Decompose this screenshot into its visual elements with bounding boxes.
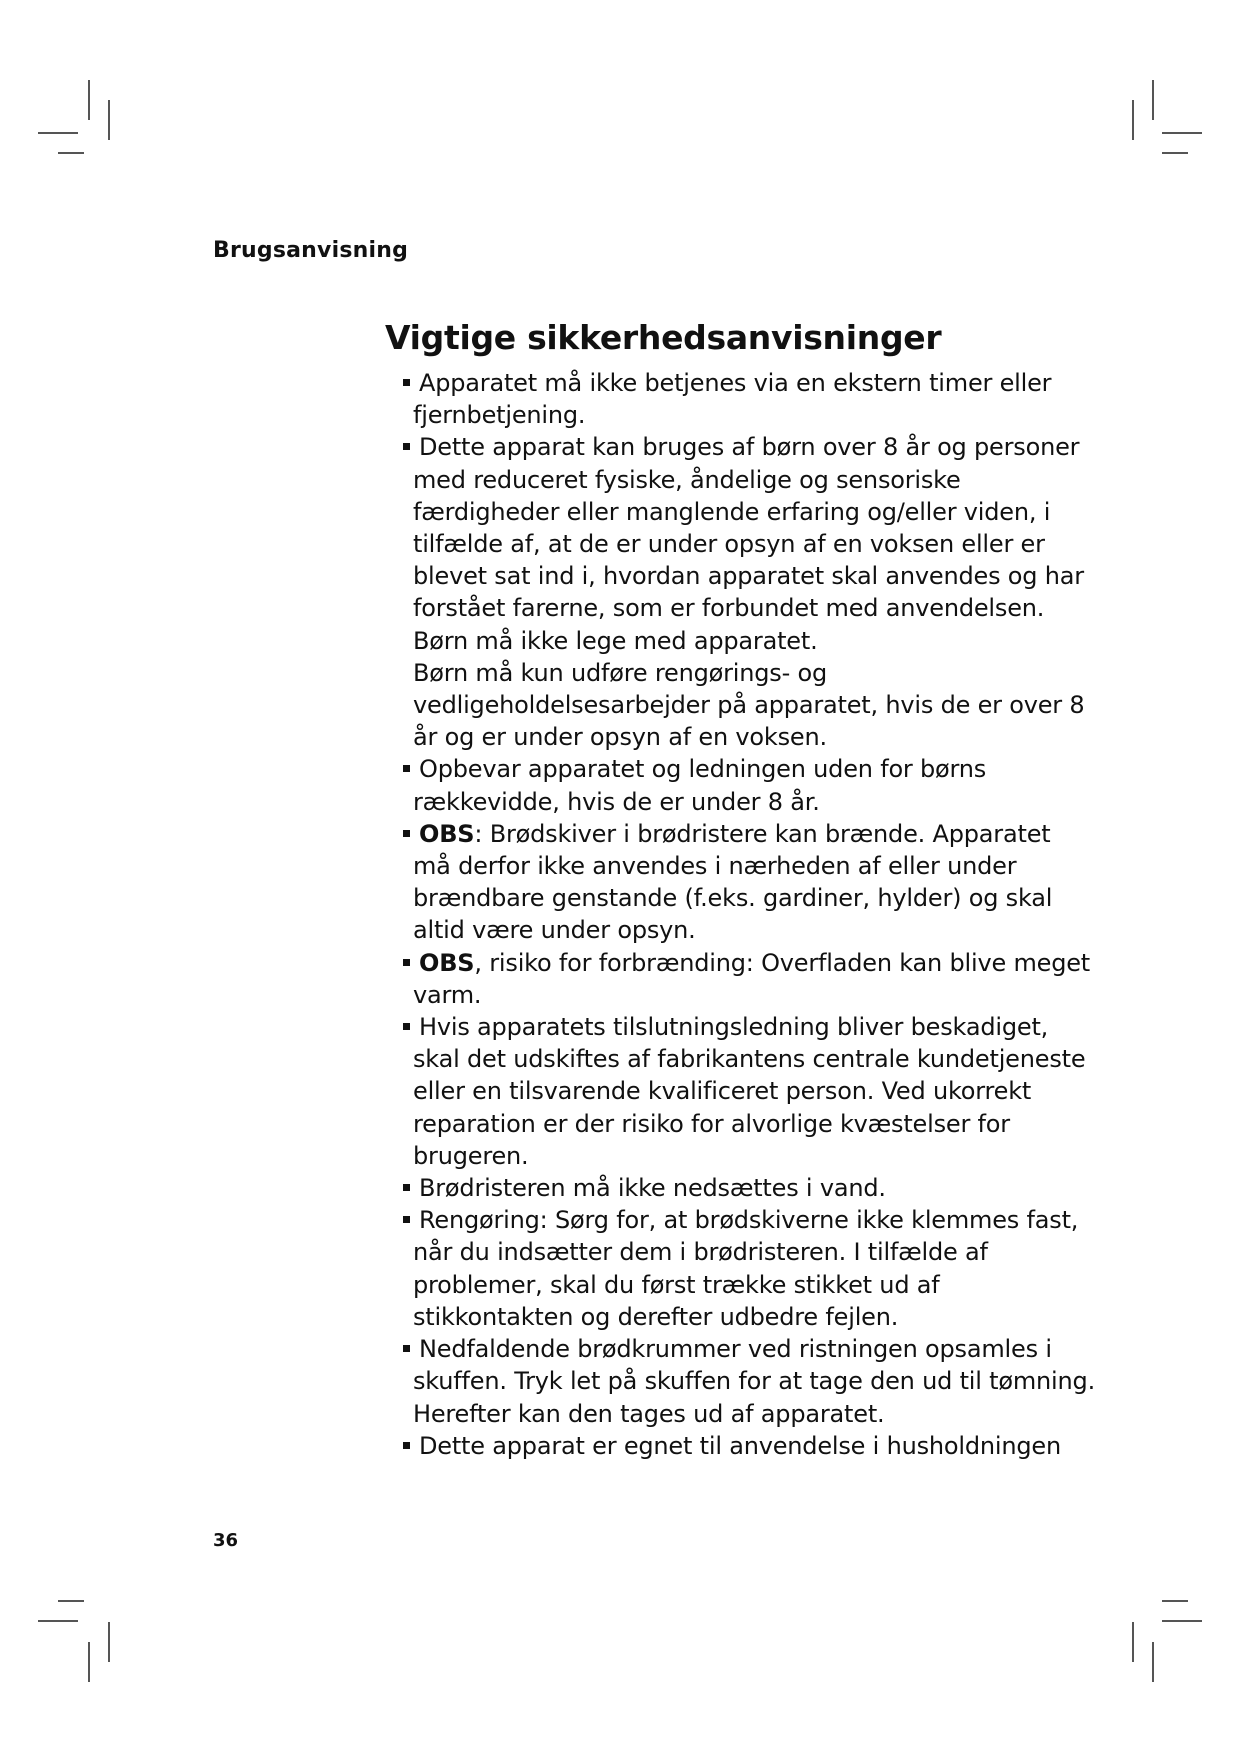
crop-mark (108, 1622, 110, 1662)
section-title: Vigtige sikkerhedsanvisninger (385, 318, 942, 357)
list-item (405, 1172, 1095, 1204)
list-item (405, 1011, 1095, 1172)
crop-mark (1152, 80, 1154, 120)
bullet-icon (403, 765, 410, 772)
item-text: Apparatet må ikke betjenes via en ekstern timer eller fjernbetjening. (413, 369, 1052, 430)
crop-mark (1132, 100, 1134, 140)
item-text: , risiko for forbrænding: Overfladen kan blive meget varm. (413, 948, 1091, 1009)
crop-mark (88, 80, 90, 120)
bullet-icon (403, 1442, 410, 1449)
obs-label: OBS (419, 819, 475, 848)
bullet-icon (403, 1345, 410, 1352)
running-header: Brugsanvisning (213, 238, 409, 263)
bullet-icon (403, 379, 410, 386)
list-item (405, 1204, 1095, 1333)
crop-mark (108, 100, 110, 140)
bullet-icon (403, 959, 410, 966)
item-text: Nedfaldende brødkrummer ved ristningen opsamles i skuffen. Tryk let på skuffen for at tage den ud til tømning. Herefter kan den tages ud af apparatet. (413, 1335, 1095, 1428)
list-item (405, 431, 1095, 624)
crop-mark (38, 1620, 78, 1622)
crop-mark (1132, 1622, 1134, 1662)
bullet-icon (403, 1184, 410, 1191)
crop-mark (58, 152, 84, 154)
list-item (405, 367, 1095, 431)
item-text: Rengøring: Sørg for, at brødskiverne ikke klemmes fast, når du indsætter dem i brødristeren. I tilfælde af problemer, skal du først trække stikket ud af stikkontakten og derefter udbedre fejlen. (413, 1206, 1079, 1331)
crop-mark (1162, 152, 1188, 154)
crop-mark (1162, 132, 1202, 134)
list-item (405, 947, 1095, 1011)
crop-mark (1162, 1620, 1202, 1622)
bullet-icon (403, 830, 410, 837)
item-text: Opbevar apparatet og ledningen uden for børns rækkevidde, hvis de er under 8 år. (413, 755, 987, 816)
safety-instructions-list (405, 367, 1095, 1462)
item-paragraph: Børn må ikke lege med apparatet. (413, 626, 818, 655)
item-text: Dette apparat er egnet til anvendelse i husholdningen (419, 1431, 1061, 1460)
list-item (405, 753, 1095, 817)
item-text: Dette apparat kan bruges af børn over 8 år og personer med reduceret fysiske, åndelige og sensoriske færdigheder eller manglende erfaring og/eller viden, i tilfælde af, at de er under opsyn af en voksen eller er blevet sat ind i, hvordan apparatet skal anvendes og har forstået farerne, som er forbundet med anvendelsen. (413, 433, 1084, 623)
item-text: Hvis apparatets tilslutningsledning bliver beskadiget, skal det udskiftes af fabrikantens centrale kundetjeneste eller en tilsvarende kvalificeret person. Ved ukorrekt reparation er der risiko for alvorlige kvæstelser for brugeren. (413, 1013, 1086, 1170)
crop-mark (1152, 1642, 1154, 1682)
item-text: Brødristeren må ikke nedsættes i vand. (419, 1174, 886, 1203)
crop-mark (38, 132, 78, 134)
item-text: : Brødskiver i brødristere kan brænde. Apparatet må derfor ikke anvendes i nærheden af eller under brændbare genstande (f.eks. gardiner, hylder) og skal altid være under opsyn. (413, 819, 1053, 945)
crop-mark (58, 1600, 84, 1602)
page-number: 36 (213, 1530, 239, 1551)
list-item (405, 1333, 1095, 1430)
bullet-icon (403, 1216, 410, 1223)
obs-label: OBS (419, 948, 475, 977)
crop-mark (1162, 1600, 1188, 1602)
list-item (405, 818, 1095, 947)
bullet-icon (403, 443, 410, 450)
bullet-icon (403, 1023, 410, 1030)
item-paragraph: Børn må kun udføre rengørings- og vedligeholdelsesarbejder på apparatet, hvis de er over 8 år og er under opsyn af en voksen. (413, 658, 1085, 752)
crop-mark (88, 1642, 90, 1682)
list-item (405, 1430, 1095, 1462)
